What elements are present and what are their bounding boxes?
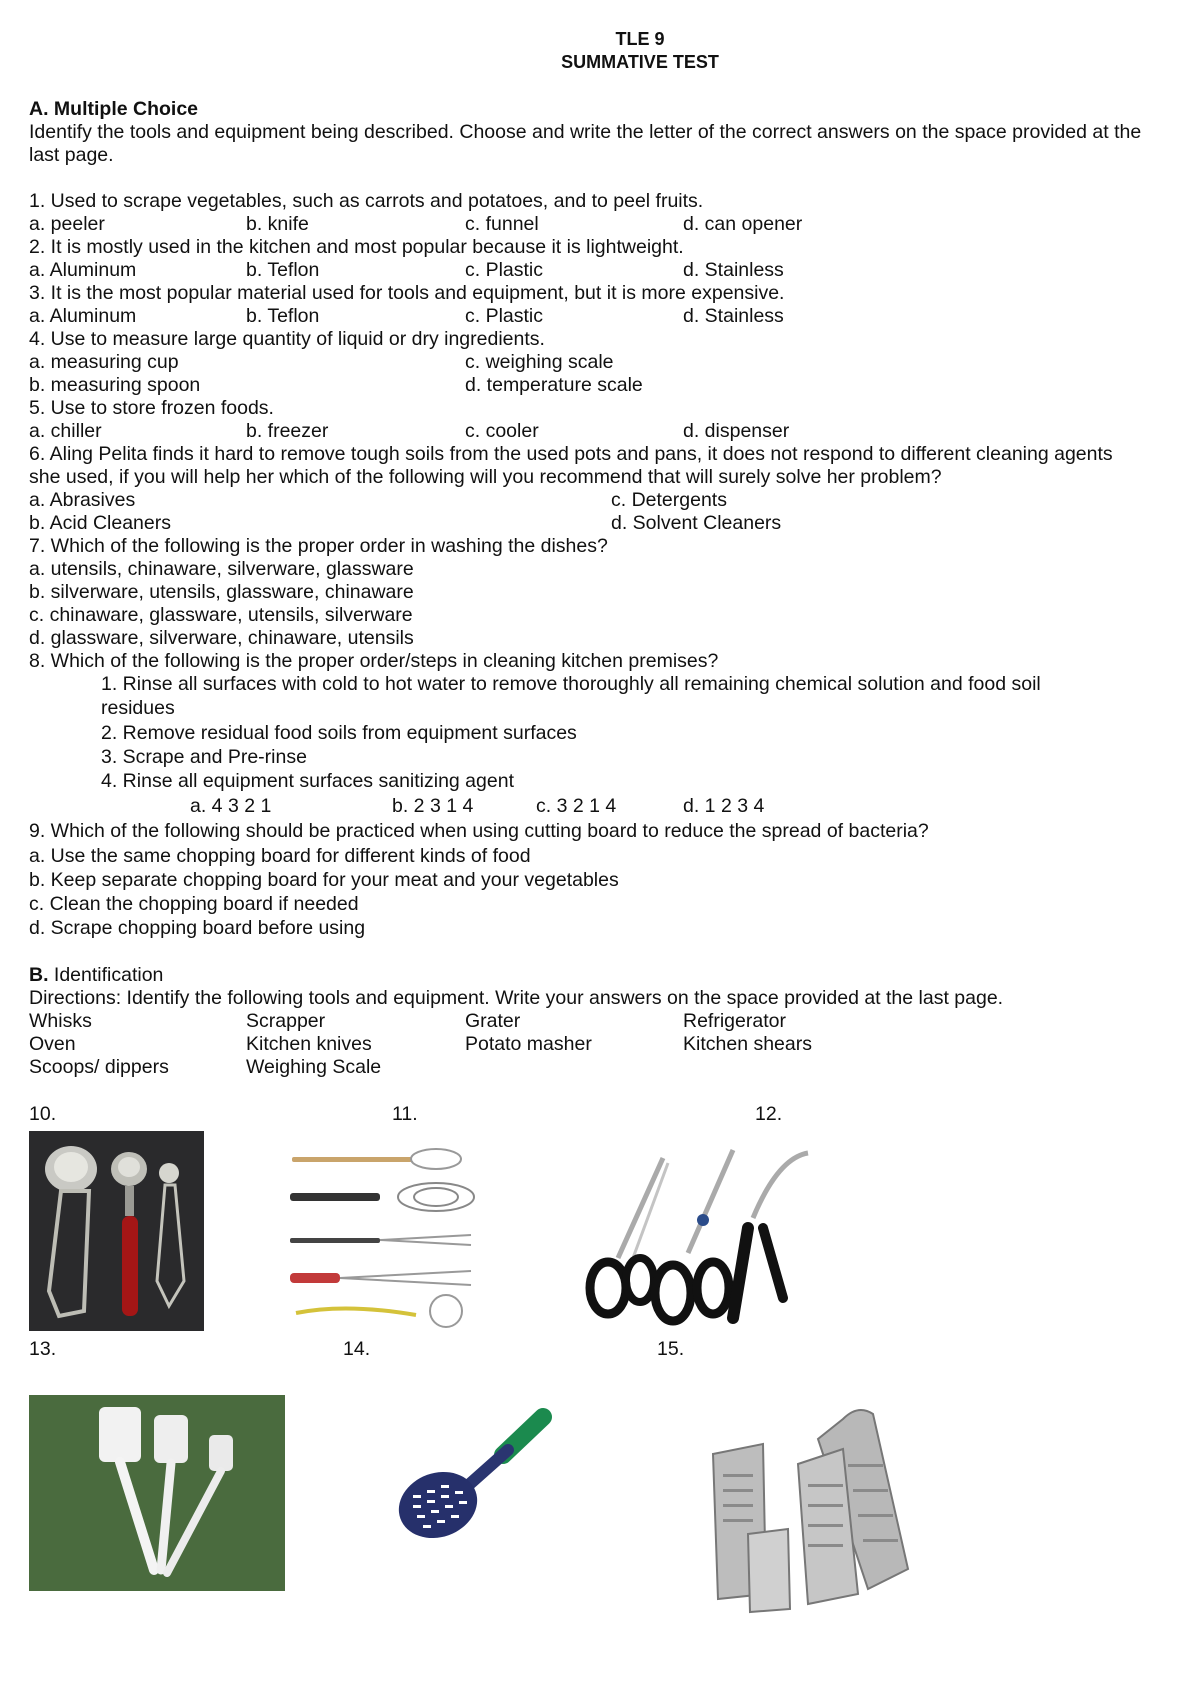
q8-step-2: 2. Remove residual food soils from equipment surfaces <box>101 722 577 744</box>
graters-image <box>708 1404 918 1614</box>
q9-option-b: b. Keep separate chopping board for your meat and your vegetables <box>29 869 619 891</box>
part-b-directions: Directions: Identify the following tools and equipment. Write your answers on the space provided at the last page. <box>29 987 1004 1009</box>
question-9: 9. Which of the following should be practiced when using cutting board to reduce the spread of bacteria? <box>29 820 929 842</box>
choice-potato-masher: Potato masher <box>465 1033 592 1055</box>
scrapers-image <box>29 1395 285 1591</box>
part-b-title: Identification <box>48 964 164 986</box>
q6-option-d: d. Solvent Cleaners <box>611 512 782 534</box>
q8-step-3: 3. Scrape and Pre-rinse <box>101 746 307 768</box>
whisks-image <box>286 1143 480 1328</box>
question-4: 4. Use to measure large quantity of liquid or dry ingredients. <box>29 328 545 350</box>
question-2: 2. It is mostly used in the kitchen and most popular because it is lightweight. <box>29 236 684 258</box>
item-number-11: 11. <box>392 1103 418 1125</box>
item-number-12: 12. <box>755 1103 783 1125</box>
q6-option-a: a. Abrasives <box>29 489 136 511</box>
q4-option-b: b. measuring spoon <box>29 374 201 396</box>
q2-option-b: b. Teflon <box>246 259 320 281</box>
choice-kitchen-shears: Kitchen shears <box>683 1033 812 1055</box>
q8-step-1: 1. Rinse all surfaces with cold to hot water to remove thoroughly all remaining chemical solution and food soil <box>101 673 1041 695</box>
choice-grater: Grater <box>465 1010 521 1032</box>
q4-option-d: d. temperature scale <box>465 374 643 396</box>
q1-option-a: a. peeler <box>29 213 105 235</box>
q8-step-1-cont: residues <box>101 697 175 719</box>
page-subtitle: SUMMATIVE TEST <box>561 52 719 72</box>
potato-masher-image <box>393 1395 576 1591</box>
question-1: 1. Used to scrape vegetables, such as carrots and potatoes, and to peel fruits. <box>29 190 704 212</box>
part-a-instructions-1: Identify the tools and equipment being described. Choose and write the letter of the correct answers on the space provided at the <box>29 121 1142 143</box>
q7-option-b: b. silverware, utensils, glassware, chinaware <box>29 581 414 603</box>
question-8: 8. Which of the following is the proper order/steps in cleaning kitchen premises? <box>29 650 719 672</box>
q3-option-a: a. Aluminum <box>29 305 137 327</box>
q1-option-d: d. can opener <box>683 213 803 235</box>
part-b-heading <box>29 964 163 987</box>
item-number-15: 15. <box>657 1338 685 1360</box>
part-a-heading: A. Multiple Choice <box>29 98 199 120</box>
q9-option-c: c. Clean the chopping board if needed <box>29 893 359 915</box>
scoops-image <box>29 1131 204 1331</box>
q2-option-c: c. Plastic <box>465 259 544 281</box>
q3-option-b: b. Teflon <box>246 305 320 327</box>
q8-step-4: 4. Rinse all equipment surfaces sanitizing agent <box>101 770 514 792</box>
q5-option-d: d. dispenser <box>683 420 790 442</box>
choice-whisks: Whisks <box>29 1010 92 1032</box>
shears-image <box>578 1148 822 1338</box>
q1-option-c: c. funnel <box>465 213 539 235</box>
choice-scoops-dippers: Scoops/ dippers <box>29 1056 169 1078</box>
item-number-13: 13. <box>29 1338 57 1360</box>
choice-refrigerator: Refrigerator <box>683 1010 786 1032</box>
q7-option-c: c. chinaware, glassware, utensils, silverware <box>29 604 413 626</box>
q5-option-b: b. freezer <box>246 420 329 442</box>
q8-option-d: d. 1 2 3 4 <box>683 795 765 817</box>
item-number-10: 10. <box>29 1103 57 1125</box>
q8-option-c: c. 3 2 1 4 <box>536 795 617 817</box>
q7-option-a: a. utensils, chinaware, silverware, glassware <box>29 558 414 580</box>
choice-kitchen-knives: Kitchen knives <box>246 1033 372 1055</box>
q2-option-a: a. Aluminum <box>29 259 137 281</box>
choice-scrapper: Scrapper <box>246 1010 326 1032</box>
q4-option-a: a. measuring cup <box>29 351 179 373</box>
q8-option-b: b. 2 3 1 4 <box>392 795 474 817</box>
q5-option-a: a. chiller <box>29 420 102 442</box>
q3-option-d: d. Stainless <box>683 305 784 327</box>
q4-option-c: c. weighing scale <box>465 351 614 373</box>
choice-oven: Oven <box>29 1033 76 1055</box>
q9-option-a: a. Use the same chopping board for different kinds of food <box>29 845 531 867</box>
q8-option-a: a. 4 3 2 1 <box>190 795 272 817</box>
q1-option-b: b. knife <box>246 213 309 235</box>
q3-option-c: c. Plastic <box>465 305 544 327</box>
choice-weighing-scale: Weighing Scale <box>246 1056 382 1078</box>
item-number-14: 14. <box>343 1338 371 1360</box>
q6-option-c: c. Detergents <box>611 489 727 511</box>
question-3: 3. It is the most popular material used for tools and equipment, but it is more expensive. <box>29 282 785 304</box>
q9-option-d: d. Scrape chopping board before using <box>29 917 366 939</box>
question-5: 5. Use to store frozen foods. <box>29 397 274 419</box>
question-6-line-2: she used, if you will help her which of the following will you recommend that will surely solve her problem? <box>29 466 942 488</box>
part-a-instructions-2: last page. <box>29 144 114 166</box>
question-6-line-1: 6. Aling Pelita finds it hard to remove tough soils from the used pots and pans, it does not respond to different cleaning agents <box>29 443 1113 465</box>
q6-option-b: b. Acid Cleaners <box>29 512 171 534</box>
question-7: 7. Which of the following is the proper order in washing the dishes? <box>29 535 608 557</box>
part-b-letter: B. <box>29 964 49 986</box>
q5-option-c: c. cooler <box>465 420 539 442</box>
q7-option-d: d. glassware, silverware, chinaware, utensils <box>29 627 414 649</box>
q2-option-d: d. Stainless <box>683 259 784 281</box>
page-title: TLE 9 <box>615 29 665 49</box>
